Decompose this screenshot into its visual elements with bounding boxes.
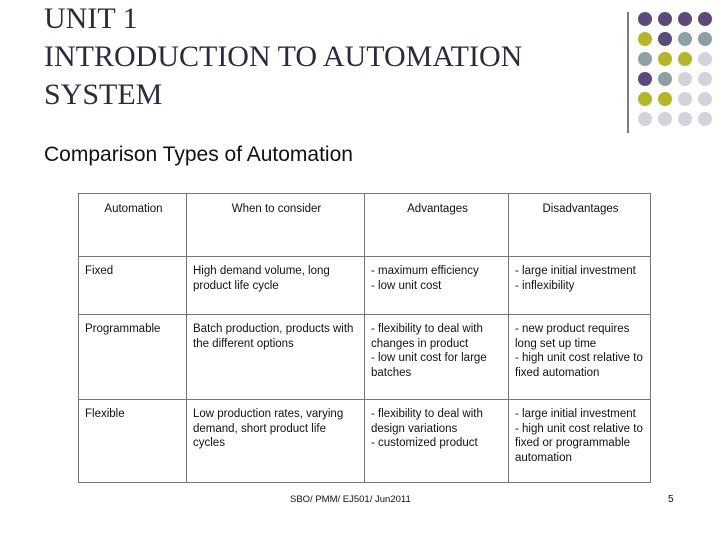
decorative-dot xyxy=(678,92,692,106)
comparison-table xyxy=(78,193,651,483)
advantage-item: - low unit cost for large batches xyxy=(371,352,487,379)
when-to-consider-cell: Low production rates, varying demand, short product life cycles xyxy=(187,400,365,483)
decorative-dot xyxy=(698,92,712,106)
advantage-item: - maximum efficiency xyxy=(371,265,479,277)
page-number: 5 xyxy=(668,494,674,505)
decorative-dot xyxy=(678,12,692,26)
decorative-dot xyxy=(678,72,692,86)
automation-type-cell: Flexible xyxy=(79,400,187,483)
decorative-dot xyxy=(698,72,712,86)
disadvantages-cell xyxy=(509,400,651,483)
decorative-divider xyxy=(627,12,629,133)
header-disadvantages: Disadvantages xyxy=(509,194,651,257)
title-line: SYSTEM xyxy=(44,78,163,111)
advantage-item: - customized product xyxy=(371,437,478,449)
decorative-dot xyxy=(678,112,692,126)
disadvantage-item: - high unit cost relative to fixed or programmable automation xyxy=(515,422,643,464)
table-header-row xyxy=(79,194,651,257)
disadvantage-item: - large initial investment xyxy=(515,408,636,420)
decorative-dot xyxy=(638,32,652,46)
decorative-dot xyxy=(678,32,692,46)
disadvantage-item: - high unit cost relative to fixed automation xyxy=(515,352,643,379)
table-row xyxy=(79,400,651,483)
header-automation: Automation xyxy=(79,194,187,257)
decorative-dot xyxy=(658,12,672,26)
when-to-consider-cell: Batch production, products with the different options xyxy=(187,315,365,400)
decorative-dot xyxy=(638,72,652,86)
decorative-dot xyxy=(698,32,712,46)
decorative-dot xyxy=(698,12,712,26)
automation-type-cell: Fixed xyxy=(79,257,187,315)
slide-footer: SBO/ PMM/ EJ501/ Jun2011 xyxy=(290,494,411,505)
table-row xyxy=(79,257,651,315)
disadvantages-cell xyxy=(509,257,651,315)
decorative-dot xyxy=(638,12,652,26)
header-advantages: Advantages xyxy=(365,194,509,257)
disadvantage-item: - inflexibility xyxy=(515,279,575,292)
advantage-item: - flexibility to deal with changes in product xyxy=(371,323,483,350)
decorative-dot xyxy=(638,92,652,106)
decorative-dot xyxy=(658,112,672,126)
advantage-item: - flexibility to deal with design variations xyxy=(371,408,483,435)
decorative-dot xyxy=(678,52,692,66)
automation-type-cell: Programmable xyxy=(79,315,187,400)
slide-subtitle: Comparison Types of Automation xyxy=(44,143,353,166)
decorative-dot xyxy=(638,112,652,126)
advantage-item: - low unit cost xyxy=(371,279,442,292)
disadvantages-cell xyxy=(509,315,651,400)
slide-title xyxy=(44,0,614,114)
disadvantage-item: - new product requires long set up time xyxy=(515,323,630,350)
decorative-dot xyxy=(698,112,712,126)
table-row xyxy=(79,315,651,400)
advantages-cell xyxy=(365,257,509,315)
header-when-to-consider: When to consider xyxy=(187,194,365,257)
advantages-cell xyxy=(365,400,509,483)
advantages-cell xyxy=(365,315,509,400)
decorative-dot xyxy=(658,52,672,66)
decorative-dot xyxy=(638,52,652,66)
decorative-dot xyxy=(658,72,672,86)
decorative-dot xyxy=(658,92,672,106)
title-line: UNIT 1 xyxy=(44,2,138,35)
when-to-consider-cell: High demand volume, long product life cycle xyxy=(187,257,365,315)
decorative-dot xyxy=(698,52,712,66)
decorative-dot xyxy=(658,32,672,46)
title-line: INTRODUCTION TO AUTOMATION xyxy=(44,40,523,73)
disadvantage-item: - large initial investment xyxy=(515,265,636,277)
